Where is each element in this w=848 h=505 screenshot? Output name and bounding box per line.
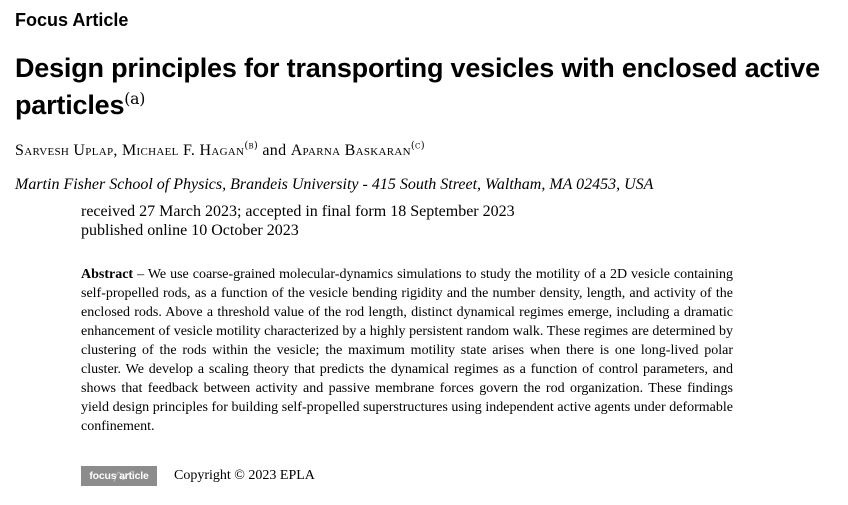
published-date: published online 10 October 2023	[81, 222, 299, 239]
received-accepted-date: received 27 March 2023; accepted in final form 18 September 2023	[81, 203, 515, 220]
article-footer	[81, 466, 315, 486]
abstract	[81, 265, 733, 436]
abstract-separator: –	[133, 267, 148, 282]
author-name: Michael F. Hagan	[122, 142, 245, 159]
copyright-notice: Copyright © 2023 EPLA	[174, 468, 315, 483]
author-affiliation: Martin Fisher School of Physics, Brandeis University - 415 South Street, Waltham, MA 02453, USA	[15, 176, 654, 193]
title-footnote-marker: (a)	[124, 89, 146, 108]
author-list	[15, 141, 425, 161]
abstract-label: Abstract	[81, 267, 134, 282]
author-name: Aparna Baskaran	[290, 142, 411, 159]
focus-article-badge	[81, 466, 157, 486]
author-footnote-marker: (c)	[410, 140, 425, 152]
badge-label: focus article	[89, 470, 149, 482]
article-title-text: Design principles for transporting vesicles with enclosed active particles	[15, 53, 820, 120]
publication-dates	[81, 202, 515, 240]
section-label: Focus Article	[15, 10, 129, 30]
article-title	[15, 50, 840, 124]
author-footnote-marker: (b)	[244, 140, 259, 152]
author-separator: ,	[113, 142, 122, 159]
author-separator: and	[258, 142, 291, 159]
abstract-text: We use coarse-grained molecular-dynamics simulations to study the motility of a 2D vesicle containing self-propelled rods, as a function of the vesicle bending rigidity and the number density, length, and activity of the enclosed rods. Above a threshold value of the rod length, distinct dynamical regimes emerge, including a dramatic enhancement of vesicle motility characterized by a highly persistent random walk. These regimes are determined by clustering of the rods within the vesicle; the maximum motility state arises when there is one long-lived polar cluster. We develop a scaling theory that predicts the dynamical regimes as a function of control parameters, and shows that feedback between activity and passive membrane forces govern the rod organization. These findings yield design principles for building self-propelled superstructures using independent active agents under deformable confinement.	[81, 267, 733, 434]
author-name: Sarvesh Uplap	[15, 142, 114, 159]
